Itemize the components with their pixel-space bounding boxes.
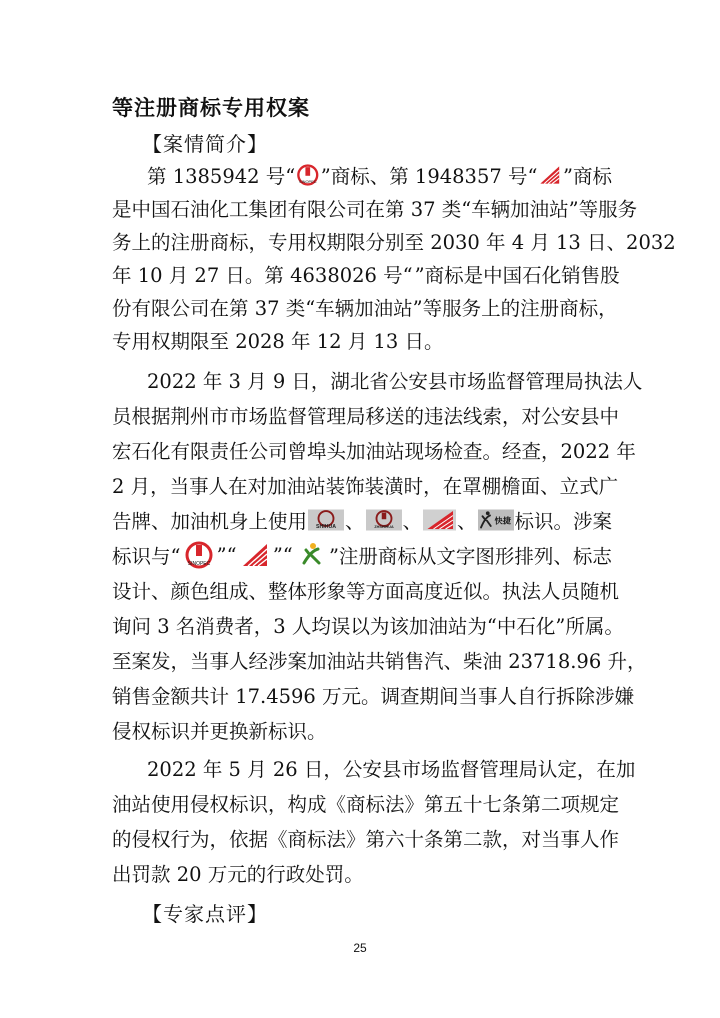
- paragraph-2-line-4: 2 月，当事人在对加油站装饰装潢时，在罩棚檐面、立式广: [112, 475, 619, 498]
- paragraph-2-line-1: 2022 年 3 月 9 日，湖北省公安县市场监督管理局执法人: [147, 370, 643, 393]
- svg-text:SINOPEC: SINOPEC: [299, 178, 317, 184]
- paragraph-2-line-3: 宏石化有限责任公司曾埠头加油站现场检查。经查，2022 年: [112, 440, 636, 463]
- paragraph-2-line-6: 标识与“ SINOPEC ”“ ”“ ”注册商标从文字图形排列、标志: [112, 538, 612, 572]
- paragraph-2-line-5: 告牌、加油机身上使用 SHIHUA 、 ZHSHIHUA 、 、 快捷 标识。涉案: [112, 503, 612, 537]
- paragraph-3-line-2: 油站使用侵权标识，构成《商标法》第五十七条第二项规定: [112, 793, 620, 816]
- paragraph-2-line-8: 询问 3 名消费者，3 人均误以为该加油站为“中石化”所属。: [112, 615, 624, 638]
- paragraph-1-line-4: 年 10 月 27 日。第 4638026 号“ ”商标是中国石化销售股: [112, 264, 620, 287]
- svg-text:SHIHUA: SHIHUA: [315, 524, 337, 531]
- paragraph-1-line-5: 份有限公司在第 37 类“车辆加油站”等服务上的注册商标，: [112, 297, 618, 320]
- paragraph-1-line-1: 第 1385942 号“ SINOPEC ”商标、第 1948357 号“ ”商标: [147, 158, 612, 192]
- paragraph-3-line-1: 2022 年 5 月 26 日，公安县市场监督管理局认定，在加: [147, 758, 636, 781]
- case-intro-label: 【案情简介】: [142, 132, 268, 156]
- red-stripes-trademark-icon: [538, 161, 562, 189]
- page-number: 25: [353, 941, 367, 955]
- paragraph-2-line-11: 侵权标识并更换新标识。: [112, 720, 327, 743]
- red-stripes-trademark-icon: [240, 541, 270, 569]
- paragraph-2-line-9: 至案发，当事人经涉案加油站共销售汽、柴油 23718.96 升，: [112, 650, 647, 673]
- paragraph-2-line-2: 员根据荆州市市场监督管理局移送的违法线索，对公安县中: [112, 405, 620, 428]
- infringing-kuaijie-logo-icon: [478, 506, 514, 534]
- paragraph-2-line-10: 销售金额共计 17.4596 万元。调查期间当事人自行拆除涉嫌: [112, 685, 635, 708]
- paragraph-1-line-6: 专用权期限至 2028 年 12 月 13 日。: [112, 330, 444, 353]
- svg-text:SINOPEC: SINOPEC: [187, 561, 210, 567]
- paragraph-3-line-4: 出罚款 20 万元的行政处罚。: [112, 863, 364, 886]
- infringing-logo-shihua-icon: [308, 506, 344, 534]
- paragraph-1-line-2: 是中国石油化工集团有限公司在第 37 类“车辆加油站”等服务: [112, 198, 638, 221]
- case-heading: 等注册商标专用权案: [112, 96, 310, 120]
- sinopec-trademark-icon: [296, 161, 320, 189]
- svg-text:ZHSHIHUA: ZHSHIHUA: [373, 525, 394, 530]
- infringing-logo-zhshihua-icon: [366, 506, 402, 534]
- svg-text:快捷: 快捷: [494, 515, 511, 526]
- sinopec-trademark-icon: [184, 541, 214, 569]
- expert-comment-label: 【专家点评】: [142, 902, 268, 926]
- paragraph-1-line-3: 务上的注册商标，专用权期限分别至 2030 年 4 月 13 日、2032: [112, 231, 676, 254]
- running-figure-trademark-icon: [296, 541, 326, 569]
- infringing-red-stripes-icon: [423, 506, 456, 534]
- paragraph-2-line-7: 设计、颜色组成、整体形象等方面高度近似。执法人员随机: [112, 580, 620, 603]
- paragraph-3-line-3: 的侵权行为，依据《商标法》第六十条第二款，对当事人作: [112, 828, 620, 851]
